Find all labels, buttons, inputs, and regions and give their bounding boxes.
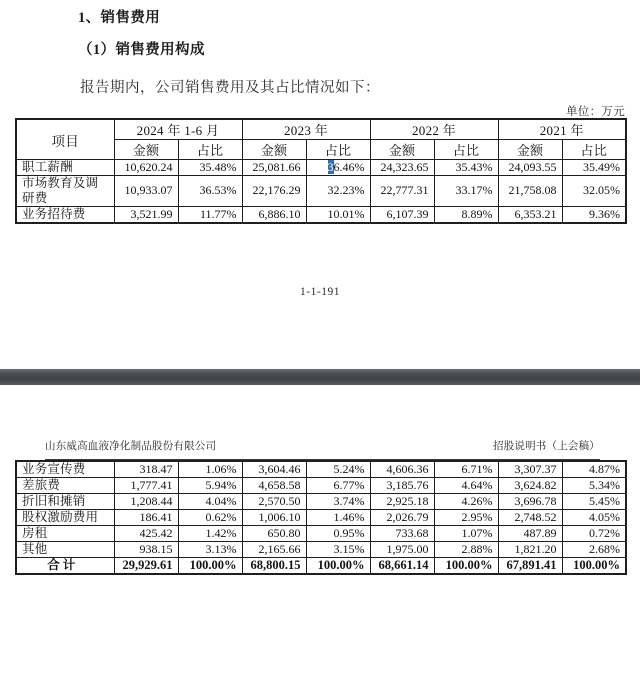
cell-ratio: 35.43% [434,160,498,176]
cell-ratio: 100.00% [562,558,626,575]
cell-ratio: 100.00% [178,558,242,575]
header-cell-amount-2: 金额 [370,140,434,160]
table-body-continued [16,461,626,574]
table-row [16,510,626,526]
cell-ratio: 6.71% [434,461,498,478]
row-label: 业务招待费 [16,206,114,223]
cell-ratio: 4.04% [178,494,242,510]
cell-amount: 10,620.24 [114,160,178,176]
cell-amount: 186.41 [114,510,178,526]
running-header [45,437,600,460]
document-page-two [0,385,640,679]
cell-amount: 2,570.50 [242,494,306,510]
cell-amount: 425.42 [114,526,178,542]
row-label: 合计 [16,558,114,575]
cell-ratio: 5.45% [562,494,626,510]
cell-ratio: 32.23% [306,176,370,207]
cell-amount: 24,093.55 [498,160,562,176]
header-cell-amount-3: 金额 [498,140,562,160]
cell-amount: 6,886.10 [242,206,306,223]
cell-ratio: 2.88% [434,542,498,558]
cell-amount: 67,891.41 [498,558,562,575]
header-cell-ratio-2: 占比 [434,140,498,160]
cell-amount: 4,606.36 [370,461,434,478]
section-heading-sales-expense: 1、销售费用 [78,10,161,26]
subsection-heading-expense-composition: （1）销售费用构成 [78,42,205,58]
row-label: 市场教育及调研费 [16,176,114,207]
running-header-company: 山东威高血液净化制品股份有限公司 [45,441,217,452]
cell-amount: 2,748.52 [498,510,562,526]
cell-ratio: 33.17% [434,176,498,207]
cell-ratio: 1.46% [306,510,370,526]
cell-ratio: 2.68% [562,542,626,558]
cell-amount: 3,604.46 [242,461,306,478]
cell-ratio: 5.24% [306,461,370,478]
cell-amount: 21,758.08 [498,176,562,207]
cell-amount: 733.68 [370,526,434,542]
cell-ratio: 0.72% [562,526,626,542]
cell-ratio: 3.74% [306,494,370,510]
cell-amount: 2,026.79 [370,510,434,526]
cell-amount: 3,307.37 [498,461,562,478]
page-footer-number: 1-1-191 [300,286,340,298]
cell-ratio: 5.94% [178,478,242,494]
intro-paragraph: 报告期内，公司销售费用及其占比情况如下： [80,80,380,96]
row-label: 股权激励费用 [16,510,114,526]
cell-ratio: 10.01% [306,206,370,223]
cell-ratio: 35.48% [178,160,242,176]
row-label: 业务宣传费 [16,461,114,478]
cell-amount: 487.89 [498,526,562,542]
header-cell-period-3: 2021 年 [498,119,626,140]
cell-ratio: 3.13% [178,542,242,558]
cell-amount: 938.15 [114,542,178,558]
header-cell-amount-0: 金额 [114,140,178,160]
cell-amount: 650.80 [242,526,306,542]
cell-amount: 22,176.29 [242,176,306,207]
cell-ratio: 0.95% [306,526,370,542]
cell-amount: 1,975.00 [370,542,434,558]
row-label: 职工薪酬 [16,160,114,176]
cell-ratio: 4.64% [434,478,498,494]
table-row [16,526,626,542]
cell-amount: 10,933.07 [114,176,178,207]
cell-amount: 6,107.39 [370,206,434,223]
table-body [16,160,626,223]
row-label: 房租 [16,526,114,542]
cell-amount: 25,081.66 [242,160,306,176]
header-cell-ratio-1: 占比 [306,140,370,160]
cell-ratio: 100.00% [306,558,370,575]
cell-amount: 6,353.21 [498,206,562,223]
header-cell-period-1: 2023 年 [242,119,370,140]
table-row [16,478,626,494]
cell-amount: 3,521.99 [114,206,178,223]
table-header [16,119,626,160]
table-row [16,206,626,223]
cell-ratio: 100.00% [434,558,498,575]
cell-amount: 318.47 [114,461,178,478]
table-header-row-periods [16,119,626,140]
sales-expense-composition-table-continued [15,460,627,575]
header-cell-amount-1: 金额 [242,140,306,160]
cell-ratio: 2.95% [434,510,498,526]
header-cell-ratio-3: 占比 [562,140,626,160]
cell-ratio: 1.06% [178,461,242,478]
header-cell-period-2: 2022 年 [370,119,498,140]
cell-amount: 22,777.31 [370,176,434,207]
cell-amount: 1,208.44 [114,494,178,510]
header-cell-item: 项目 [16,119,114,160]
table-unit-note: 单位：万元 [566,106,625,118]
cell-amount: 2,925.18 [370,494,434,510]
cell-amount: 3,696.78 [498,494,562,510]
cell-ratio: 36.53% [178,176,242,207]
cell-amount: 3,185.76 [370,478,434,494]
cell-amount: 29,929.61 [114,558,178,575]
row-label: 折旧和摊销 [16,494,114,510]
row-label: 差旅费 [16,478,114,494]
header-cell-ratio-0: 占比 [178,140,242,160]
cell-amount: 3,624.82 [498,478,562,494]
sales-expense-composition-table [15,118,627,224]
table-row [16,461,626,478]
cell-ratio: 8.89% [434,206,498,223]
cell-ratio: 1.07% [434,526,498,542]
cell-amount: 1,006.10 [242,510,306,526]
cell-ratio: 5.34% [562,478,626,494]
table-row [16,160,626,176]
cell-ratio: 9.36% [562,206,626,223]
cell-ratio: 3.15% [306,542,370,558]
cell-ratio: 4.87% [562,461,626,478]
cell-ratio: 35.49% [562,160,626,176]
cell-ratio: 0.62% [178,510,242,526]
table-row [16,494,626,510]
cell-ratio: 11.77% [178,206,242,223]
cell-amount: 1,777.41 [114,478,178,494]
cell-ratio: 1.42% [178,526,242,542]
cell-amount: 68,800.15 [242,558,306,575]
cell-ratio: 4.05% [562,510,626,526]
cell-amount: 4,658.58 [242,478,306,494]
text-selection-highlight: 3 [327,160,334,174]
cell-amount: 2,165.66 [242,542,306,558]
cell-amount: 24,323.65 [370,160,434,176]
header-cell-period-0: 2024 年 1-6 月 [114,119,242,140]
page-separator-bar [0,369,640,385]
cell-ratio: 32.05% [562,176,626,207]
table-row [16,542,626,558]
cell-amount: 68,661.14 [370,558,434,575]
cell-ratio: 6.77% [306,478,370,494]
cell-amount: 1,821.20 [498,542,562,558]
table-row [16,558,626,575]
cell-ratio: 36.46% [306,160,370,176]
running-header-document-type: 招股说明书（上会稿） [493,441,600,452]
table-row [16,176,626,207]
row-label: 其他 [16,542,114,558]
cell-ratio: 4.26% [434,494,498,510]
